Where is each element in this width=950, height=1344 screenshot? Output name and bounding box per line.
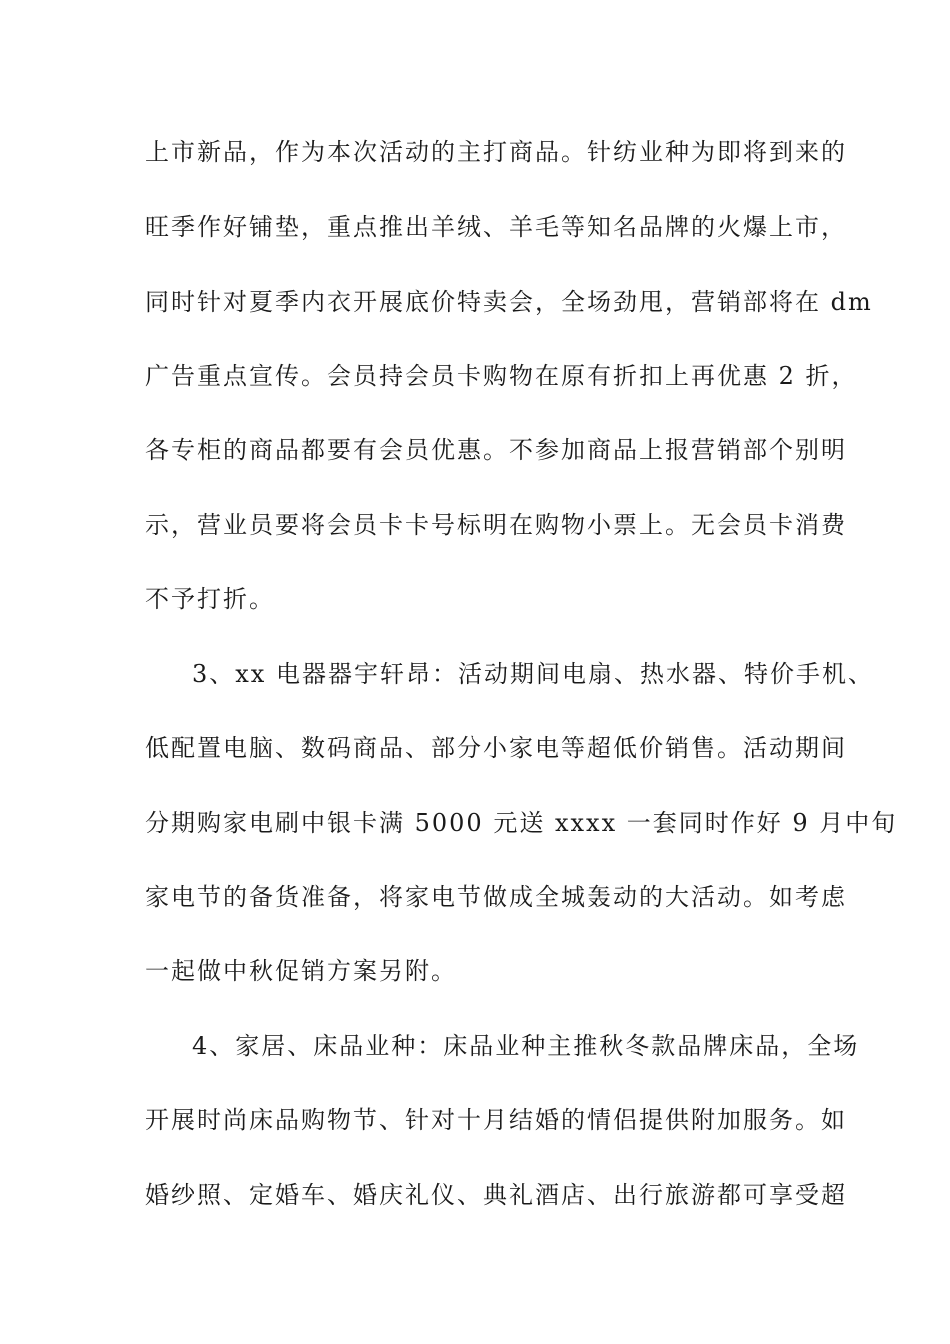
text-line: 一起做中秋促销方案另附。 [145,957,457,985]
text-line: 各专柜的商品都要有会员优惠。不参加商品上报营销部个别明 [145,436,847,464]
text-line: 同时针对夏季内衣开展底价特卖会，全场劲甩，营销部将在 dm [145,288,873,316]
text-line: 广告重点宣传。会员持会员卡购物在原有折扣上再优惠 2 折， [145,362,858,390]
text-line: 分期购家电刷中银卡满 5000 元送 xxxx 一套同时作好 9 月中旬 [145,809,898,837]
text-line: 婚纱照、定婚车、婚庆礼仪、典礼酒店、出行旅游都可享受超 [145,1181,847,1209]
paragraph-start-line: 3、xx 电器器宇轩昂：活动期间电扇、热水器、特价手机、 [192,660,874,688]
text-line: 上市新品，作为本次活动的主打商品。针纺业种为即将到来的 [145,138,847,166]
text-line: 旺季作好铺垫，重点推出羊绒、羊毛等知名品牌的火爆上市， [145,213,847,241]
text-line: 低配置电脑、数码商品、部分小家电等超低价销售。活动期间 [145,734,847,762]
text-line: 不予打折。 [145,585,275,613]
text-line: 家电节的备货准备，将家电节做成全城轰动的大活动。如考虑 [145,883,847,911]
text-line: 示，营业员要将会员卡卡号标明在购物小票上。无会员卡消费 [145,511,847,539]
paragraph-start-line: 4、家居、床品业种：床品业种主推秋冬款品牌床品，全场 [192,1032,860,1060]
text-line: 开展时尚床品购物节、针对十月结婚的情侣提供附加服务。如 [145,1106,847,1134]
